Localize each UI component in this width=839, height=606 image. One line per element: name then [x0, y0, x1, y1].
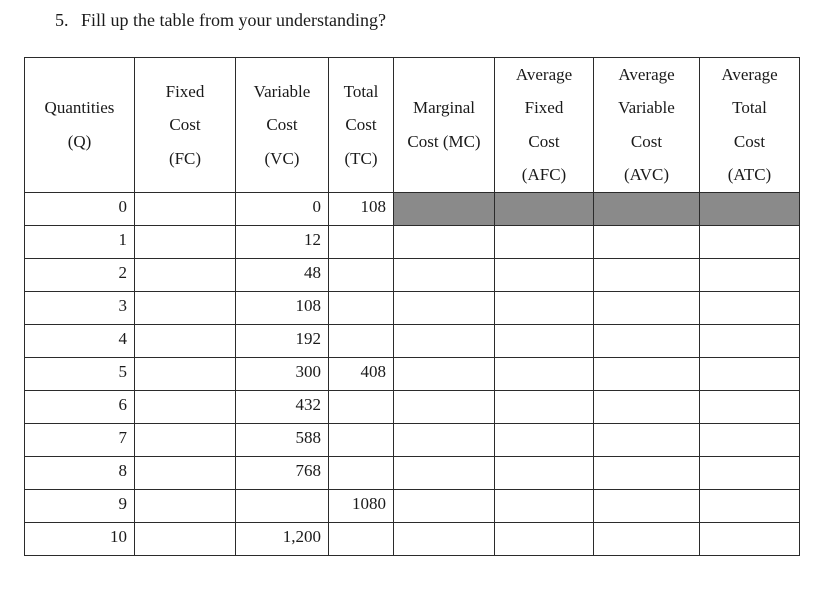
cell-marginal-cost[interactable] [394, 456, 495, 489]
cell-fixed-cost[interactable] [135, 324, 236, 357]
table-body [25, 192, 800, 555]
cell-marginal-cost[interactable] [394, 390, 495, 423]
cell-marginal-cost[interactable] [394, 291, 495, 324]
cell-avc[interactable] [594, 522, 700, 555]
cell-afc[interactable] [495, 456, 594, 489]
cell-quantity[interactable]: 10 [25, 522, 135, 555]
cell-fixed-cost[interactable] [135, 489, 236, 522]
cell-total-cost[interactable] [329, 423, 394, 456]
cell-afc[interactable] [495, 291, 594, 324]
table-row [25, 390, 800, 423]
cell-afc[interactable] [495, 258, 594, 291]
cell-avc[interactable] [594, 258, 700, 291]
cell-fixed-cost[interactable] [135, 192, 236, 225]
cell-variable-cost[interactable]: 300 [236, 357, 329, 390]
cell-fixed-cost[interactable] [135, 357, 236, 390]
header-row [25, 58, 800, 193]
question-number: 5. [55, 10, 69, 30]
cell-atc[interactable] [700, 423, 800, 456]
cell-total-cost[interactable] [329, 522, 394, 555]
cell-variable-cost[interactable]: 0 [236, 192, 329, 225]
cell-variable-cost[interactable]: 192 [236, 324, 329, 357]
cell-total-cost[interactable] [329, 225, 394, 258]
cell-quantity[interactable]: 0 [25, 192, 135, 225]
cell-afc[interactable] [495, 522, 594, 555]
cell-variable-cost[interactable]: 588 [236, 423, 329, 456]
cell-atc[interactable] [700, 258, 800, 291]
table-row [25, 324, 800, 357]
cell-fixed-cost[interactable] [135, 225, 236, 258]
cell-variable-cost[interactable] [236, 489, 329, 522]
table-row [25, 258, 800, 291]
cell-total-cost[interactable] [329, 390, 394, 423]
cell-quantity[interactable]: 2 [25, 258, 135, 291]
table-row [25, 489, 800, 522]
header-total-cost: Total Cost (TC) [329, 58, 394, 193]
cell-avc[interactable] [594, 390, 700, 423]
cell-avc[interactable] [594, 225, 700, 258]
cell-variable-cost[interactable]: 432 [236, 390, 329, 423]
cell-atc[interactable] [700, 489, 800, 522]
header-marginal-cost: Marginal Cost (MC) [394, 58, 495, 193]
cell-atc[interactable] [700, 456, 800, 489]
cell-quantity[interactable]: 5 [25, 357, 135, 390]
cell-fixed-cost[interactable] [135, 522, 236, 555]
cell-quantity[interactable]: 1 [25, 225, 135, 258]
cell-variable-cost[interactable]: 1,200 [236, 522, 329, 555]
shaded-cell-marginal-cost [394, 192, 495, 225]
cell-afc[interactable] [495, 357, 594, 390]
table-row [25, 192, 800, 225]
cell-atc[interactable] [700, 291, 800, 324]
cell-avc[interactable] [594, 324, 700, 357]
cell-marginal-cost[interactable] [394, 522, 495, 555]
cell-fixed-cost[interactable] [135, 423, 236, 456]
cell-quantity[interactable]: 9 [25, 489, 135, 522]
cell-variable-cost[interactable]: 108 [236, 291, 329, 324]
cell-avc[interactable] [594, 489, 700, 522]
table-row [25, 423, 800, 456]
cell-marginal-cost[interactable] [394, 324, 495, 357]
cell-variable-cost[interactable]: 48 [236, 258, 329, 291]
header-fixed-cost: Fixed Cost (FC) [135, 58, 236, 193]
cell-total-cost[interactable]: 108 [329, 192, 394, 225]
cell-fixed-cost[interactable] [135, 258, 236, 291]
cell-afc[interactable] [495, 423, 594, 456]
cell-total-cost[interactable] [329, 324, 394, 357]
header-average-variable-cost: Average Variable Cost (AVC) [594, 58, 700, 193]
cell-avc[interactable] [594, 291, 700, 324]
cell-marginal-cost[interactable] [394, 489, 495, 522]
cell-marginal-cost[interactable] [394, 357, 495, 390]
cell-atc[interactable] [700, 522, 800, 555]
cell-avc[interactable] [594, 456, 700, 489]
cell-total-cost[interactable]: 408 [329, 357, 394, 390]
cell-marginal-cost[interactable] [394, 258, 495, 291]
header-variable-cost: Variable Cost (VC) [236, 58, 329, 193]
cell-avc[interactable] [594, 423, 700, 456]
table-row [25, 291, 800, 324]
cell-variable-cost[interactable]: 12 [236, 225, 329, 258]
cell-atc[interactable] [700, 225, 800, 258]
cell-total-cost[interactable] [329, 291, 394, 324]
shaded-cell-avc [594, 192, 700, 225]
cell-avc[interactable] [594, 357, 700, 390]
cell-fixed-cost[interactable] [135, 390, 236, 423]
shaded-cell-afc [495, 192, 594, 225]
header-quantities: Quantities (Q) [25, 58, 135, 193]
cell-total-cost[interactable] [329, 456, 394, 489]
cell-quantity[interactable]: 7 [25, 423, 135, 456]
table-row [25, 522, 800, 555]
cell-quantity[interactable]: 4 [25, 324, 135, 357]
table-row [25, 225, 800, 258]
cell-atc[interactable] [700, 357, 800, 390]
table-row [25, 456, 800, 489]
shaded-cell-atc [700, 192, 800, 225]
cell-fixed-cost[interactable] [135, 291, 236, 324]
cell-atc[interactable] [700, 390, 800, 423]
cell-variable-cost[interactable]: 768 [236, 456, 329, 489]
cell-afc[interactable] [495, 324, 594, 357]
table-row [25, 357, 800, 390]
cell-afc[interactable] [495, 390, 594, 423]
header-average-total-cost: Average Total Cost (ATC) [700, 58, 800, 193]
cell-afc[interactable] [495, 225, 594, 258]
cell-total-cost[interactable] [329, 258, 394, 291]
cell-quantity[interactable]: 6 [25, 390, 135, 423]
cell-atc[interactable] [700, 324, 800, 357]
cell-marginal-cost[interactable] [394, 225, 495, 258]
cell-fixed-cost[interactable] [135, 456, 236, 489]
cost-table [24, 57, 800, 556]
question-text: Fill up the table from your understanding? [81, 10, 386, 30]
cell-marginal-cost[interactable] [394, 423, 495, 456]
question-prompt [55, 8, 386, 32]
cell-afc[interactable] [495, 489, 594, 522]
cell-quantity[interactable]: 3 [25, 291, 135, 324]
header-average-fixed-cost: Average Fixed Cost (AFC) [495, 58, 594, 193]
cell-quantity[interactable]: 8 [25, 456, 135, 489]
cell-total-cost[interactable]: 1080 [329, 489, 394, 522]
